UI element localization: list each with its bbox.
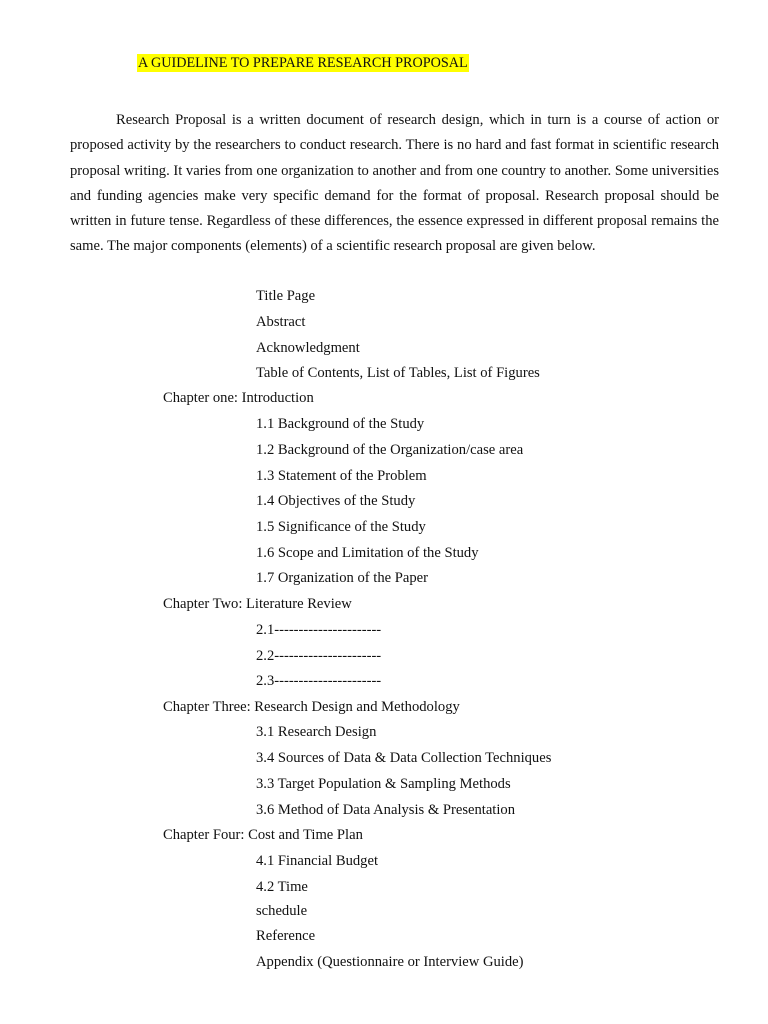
outline-item-1-7: 1.7 Organization of the Paper [256, 570, 428, 586]
outline-item-1-4: 1.4 Objectives of the Study [256, 493, 416, 509]
outline-item-1-1: 1.1 Background of the Study [256, 416, 425, 432]
document-title: A GUIDELINE TO PREPARE RESEARCH PROPOSAL [138, 55, 468, 71]
intro-paragraph: Research Proposal is a written document of research design, which in turn is a course of action or proposed activity by the researchers to conduct research. There is no hard and fast format in scientific research proposal writing. It varies from one organization to another and from one country to another. Some universities and funding agencies make very specific demand for the format of proposal. Research proposal should be written in future tense. Regardless of these differences, the essence expressed in different proposal remains the same. The major components (elements) of a scientific research proposal are given below. [70, 112, 719, 255]
outline-item-1-2: 1.2 Background of the Organization/case area [256, 442, 524, 458]
outline-item-schedule: schedule [256, 903, 308, 919]
outline-item-1-5: 1.5 Significance of the Study [256, 519, 426, 535]
outline-item-2-2: 2.2---------------------- [256, 648, 382, 664]
outline-item-4-2: 4.2 Time [256, 879, 308, 895]
chapter-heading-three: Chapter Three: Research Design and Methodology [163, 699, 460, 715]
outline-item-reference: Reference [256, 928, 316, 944]
outline-item-3-4: 3.4 Sources of Data & Data Collection Techniques [256, 750, 552, 766]
outline-item-1-3: 1.3 Statement of the Problem [256, 468, 427, 484]
outline-item-title-page: Title Page [256, 288, 316, 304]
outline-item-3-1: 3.1 Research Design [256, 724, 377, 740]
outline-item-2-3: 2.3---------------------- [256, 673, 382, 689]
outline-item-1-6: 1.6 Scope and Limitation of the Study [256, 545, 479, 561]
outline-item-acknowledgment: Acknowledgment [256, 340, 360, 356]
outline-item-3-3: 3.3 Target Population & Sampling Methods [256, 776, 511, 792]
chapter-heading-one: Chapter one: Introduction [163, 390, 314, 406]
chapter-heading-four: Chapter Four: Cost and Time Plan [163, 827, 363, 843]
outline-item-appendix: Appendix (Questionnaire or Interview Guide) [256, 954, 524, 970]
outline-item-contents: Table of Contents, List of Tables, List of Figures [256, 365, 540, 381]
outline-item-4-1: 4.1 Financial Budget [256, 853, 379, 869]
chapter-heading-two: Chapter Two: Literature Review [163, 596, 352, 612]
outline-item-3-6: 3.6 Method of Data Analysis & Presentation [256, 802, 516, 818]
outline-item-2-1: 2.1---------------------- [256, 622, 382, 638]
outline-item-abstract: Abstract [256, 314, 306, 330]
